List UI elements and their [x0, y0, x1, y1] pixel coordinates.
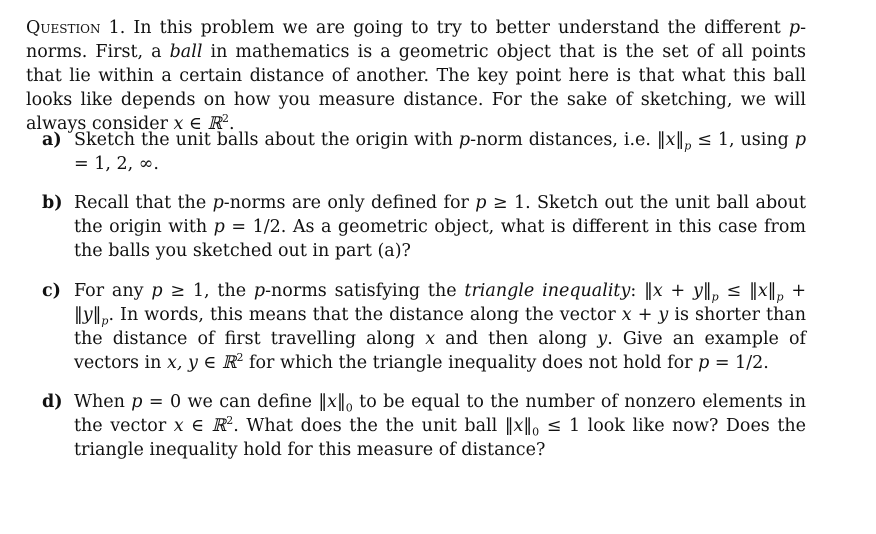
part-a-t3: ≤ 1, using [691, 130, 795, 150]
part-d-m4: ‖x‖ [504, 416, 533, 436]
intro-text-3: in mathematics is a geometric object that is the set of all points that lie within a certain distance of another. The key point here is that what this ball looks like depends on how you measure distance. For the sake of sketching, we will always consider [26, 42, 806, 134]
part-d-t4: . What does the the unit ball [233, 416, 505, 436]
intro-math-p: p [788, 18, 801, 38]
part-c-t4: : [630, 281, 645, 301]
part-c-emphasis: triangle inequality [464, 281, 631, 301]
part-c-m7: x [425, 329, 436, 349]
part-a-m1: p [458, 130, 471, 150]
part-c-t6: + [783, 281, 806, 301]
part-b-text [74, 191, 806, 263]
part-b-t3: ≥ 1. Sketch out the unit ball about the origin with [74, 193, 807, 237]
part-c-m5: ‖y‖ [74, 305, 102, 325]
intro-math-x: x ∈ ℝ [173, 114, 223, 134]
part-d-label: d) [42, 392, 63, 412]
part-a-label: a) [42, 130, 62, 150]
part-d-m3sup: 2 [226, 414, 234, 428]
part-d-t3: to be equal to the number of nonzero elements in the vector [74, 392, 807, 436]
part-a-m3: p [794, 130, 807, 150]
part-d-t1: When [74, 392, 132, 412]
part-d-t5: ≤ 1 look like now? Does the triangle inequality hold for this measure of distance? [74, 416, 807, 460]
part-c-m3: ‖x + y‖ [644, 281, 712, 301]
question-title: Question 1. [26, 18, 126, 38]
part-c-m4: ‖x‖ [749, 281, 777, 301]
part-d-m2: ‖x‖ [318, 392, 346, 412]
part-a-t2: -norm distances, i.e. [470, 130, 657, 150]
part-b-t4: = 1/2. As a geometric object, what is different in this case from the balls you sketched out in part (a)? [74, 217, 807, 261]
part-d-m4sub: 0 [532, 425, 540, 439]
part-c-t10: . Give an example of vectors in [74, 329, 806, 373]
part-c-t9: and then along [435, 329, 598, 349]
part-d-text [74, 390, 806, 462]
part-c-m2: p [253, 281, 266, 301]
part-c-m9: x, y ∈ ℝ [166, 353, 237, 373]
part-a-m2: ‖x‖ [656, 130, 685, 150]
part-c-t2: ≥ 1, the [162, 281, 254, 301]
part-c-t7: . In words, this means that the distance along the vector [108, 305, 622, 325]
intro-text-2: -norms. First, a [26, 18, 806, 62]
part-a-m2sub: p [684, 139, 692, 153]
part-c-m5sub: p [101, 314, 109, 328]
part-c-m4sub: p [776, 290, 784, 304]
intro-end: . [229, 114, 235, 134]
part-a-t4: = 1, 2, ∞. [74, 154, 159, 174]
part-c-m6: x + y [621, 305, 669, 325]
part-b-m1: p [212, 193, 224, 213]
part-c-t8: is shorter than the distance of first travelling along [74, 305, 807, 349]
part-a-t1: Sketch the unit balls about the origin with [74, 130, 459, 150]
part-c-label: c) [42, 281, 61, 301]
part-c-text [74, 279, 806, 375]
part-a-text [74, 128, 806, 176]
part-c-t1: For any [74, 281, 152, 301]
part-c-t5: ≤ [718, 281, 750, 301]
part-d-m2sub: 0 [345, 401, 353, 415]
part-c-t12: = 1/2. [709, 353, 769, 373]
part-b-m2: p [475, 193, 487, 213]
question-intro [26, 16, 806, 136]
part-b-t2: -norms are only defined for [223, 193, 476, 213]
part-d-m3: x ∈ ℝ [173, 416, 227, 436]
intro-math-sup: 2 [222, 112, 230, 126]
part-c-m10: p [698, 353, 710, 373]
part-b-t1: Recall that the [74, 193, 213, 213]
part-d-t2: = 0 we can define [142, 392, 319, 412]
part-c-m3sub: p [711, 290, 719, 304]
part-c-m1: p [151, 281, 163, 301]
part-c-m8: y [597, 329, 608, 349]
part-d-m1: p [131, 392, 143, 412]
intro-text-1: In this problem we are going to try to better understand the different [133, 18, 789, 38]
intro-ball-term: ball [169, 42, 203, 62]
part-c-t3: -norms satisfying the [265, 281, 465, 301]
part-b-label: b) [42, 193, 63, 213]
part-b-m3: p [213, 217, 225, 237]
part-c-m9sup: 2 [236, 351, 244, 365]
part-c-t11: for which the triangle inequality does not hold for [243, 353, 699, 373]
